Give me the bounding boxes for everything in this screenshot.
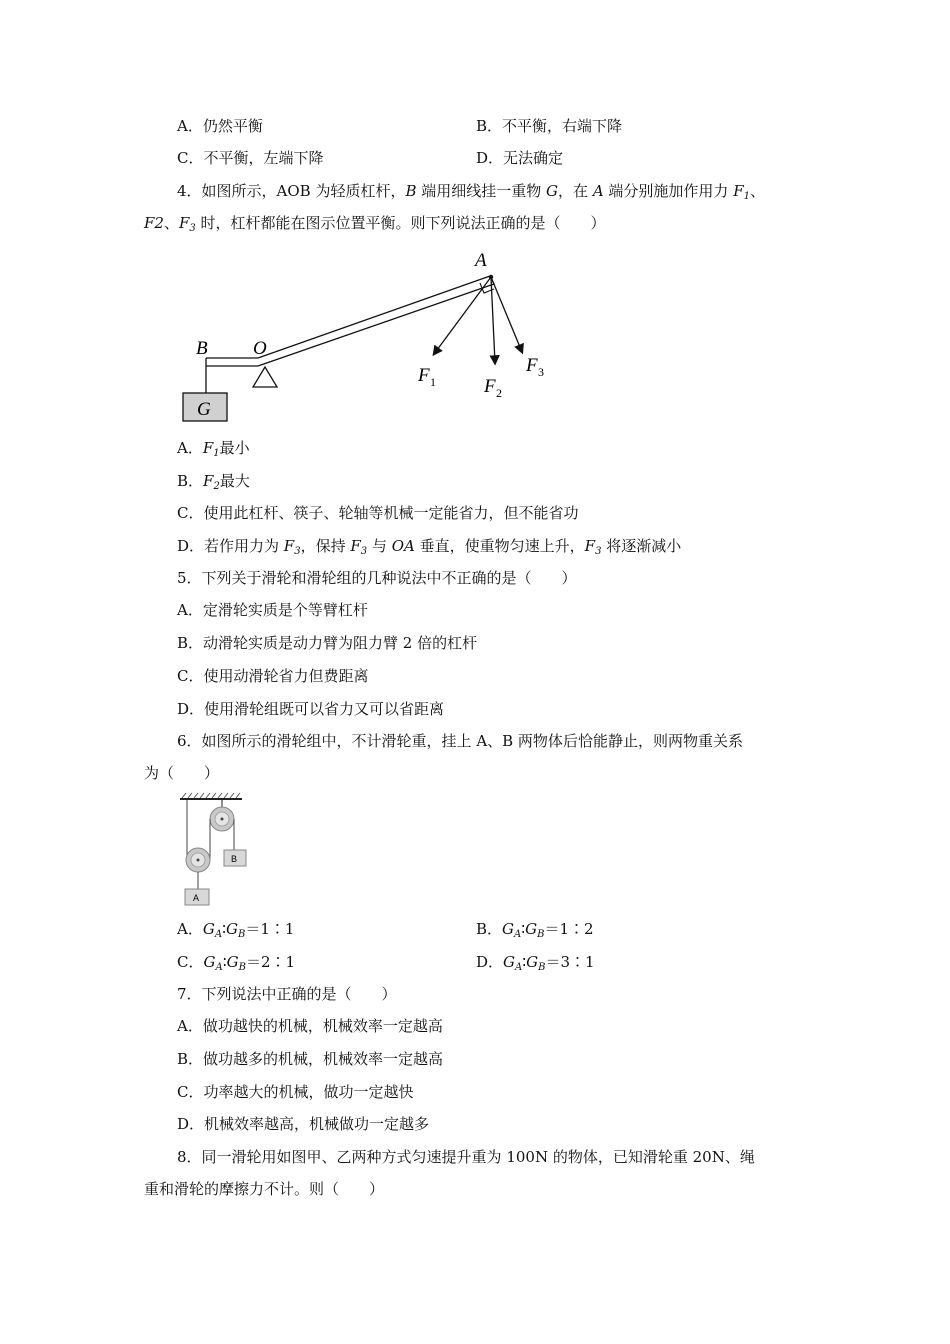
label-a: A [475,250,487,271]
lever-figure [170,246,570,431]
q8-stem-line2: 重和滑轮的摩擦力不计。则（ ） [144,1180,385,1198]
label-f2: F [484,376,496,397]
label-f3: F [526,355,538,376]
pulley-figure [176,792,256,910]
q7-option-c: C．功率越大的机械，做功一定越快 [177,1083,414,1101]
q5-option-b: B．动滑轮实质是动力臂为阻力臂 2 倍的杠杆 [177,634,478,652]
ceiling-hatch [182,793,240,798]
label-o: O [253,338,267,359]
label-b: B [196,338,208,359]
q5-option-a: A．定滑轮实质是个等臂杠杆 [177,601,368,619]
q4-option-c: C．使用此杠杆、筷子、轮轴等机械一定能省力，但不能省功 [177,504,579,522]
q4-option-d: D．若作用力为 $F_3$，保持 $F_3$ 与 OA 垂直，使重物匀速上升，$F_3$ 将逐渐减小 [177,537,682,557]
q6-option-c: C．$G_A∶G_B=2∶1$ [177,953,296,973]
q7-option-d: D．机械效率越高，机械做功一定越多 [177,1115,430,1133]
label-g: G [197,399,211,420]
q4-option-b: B．$F_2$最大 [177,472,250,492]
q4-stem-line2: F2、$F_3$ 时，杠杆都能在图示位置平衡。则下列说法正确的是（ ） [144,214,606,234]
lever-segment-oa-top [258,276,490,358]
q6-option-b: B．$G_A∶G_B=1∶2$ [476,920,594,940]
q6-option-a: A．$G_A∶G_B=1∶1$ [177,920,295,940]
q8-stem-line1: 8．同一滑轮用如图甲、乙两种方式匀速提升重为 100N 的物体，已知滑轮重 20N、绳 [177,1148,755,1166]
q5-stem: 5．下列关于滑轮和滑轮组的几种说法中不正确的是（ ） [177,569,577,587]
q3-option-a: A．仍然平衡 [177,117,263,135]
force-f3-arrow [491,277,522,352]
label-f2-sub: 2 [496,386,502,400]
q3-option-c: C．不平衡，左端下降 [177,149,324,167]
q4-option-a: A．$F_1$最小 [177,439,250,459]
block-b-label: B [231,854,238,864]
q6-stem-line2: 为（ ） [144,764,220,782]
q6-option-d: D．$G_A∶G_B=3∶1$ [476,953,595,973]
fulcrum-triangle [253,367,277,387]
q7-stem: 7．下列说法中正确的是（ ） [177,985,397,1003]
force-f1-arrow [434,277,491,354]
label-f1: F [418,365,430,386]
q4-stem-line1: 4．如图所示，AOB 为轻质杠杆，B 端用细线挂一重物 G，在 A 端分别施加作用力 $F_1$、 [177,182,766,202]
label-f1-sub: 1 [430,375,436,389]
lever-segment-oa-bottom [258,284,494,366]
q7-option-a: A．做功越快的机械，机械效率一定越高 [177,1017,443,1035]
q7-option-b: B．做功越多的机械，机械效率一定越高 [177,1050,444,1068]
q5-option-d: D．使用滑轮组既可以省力又可以省距离 [177,700,445,718]
q3-option-d: D．无法确定 [476,149,564,167]
q6-stem-line1: 6．如图所示的滑轮组中，不计滑轮重，挂上 A、B 两物体后恰能静止，则两物重关系 [177,732,743,750]
q3-option-b: B．不平衡，右端下降 [476,117,623,135]
q5-option-c: C．使用动滑轮省力但费距离 [177,667,369,685]
label-f3-sub: 3 [538,365,544,379]
block-a-label: A [193,893,200,903]
